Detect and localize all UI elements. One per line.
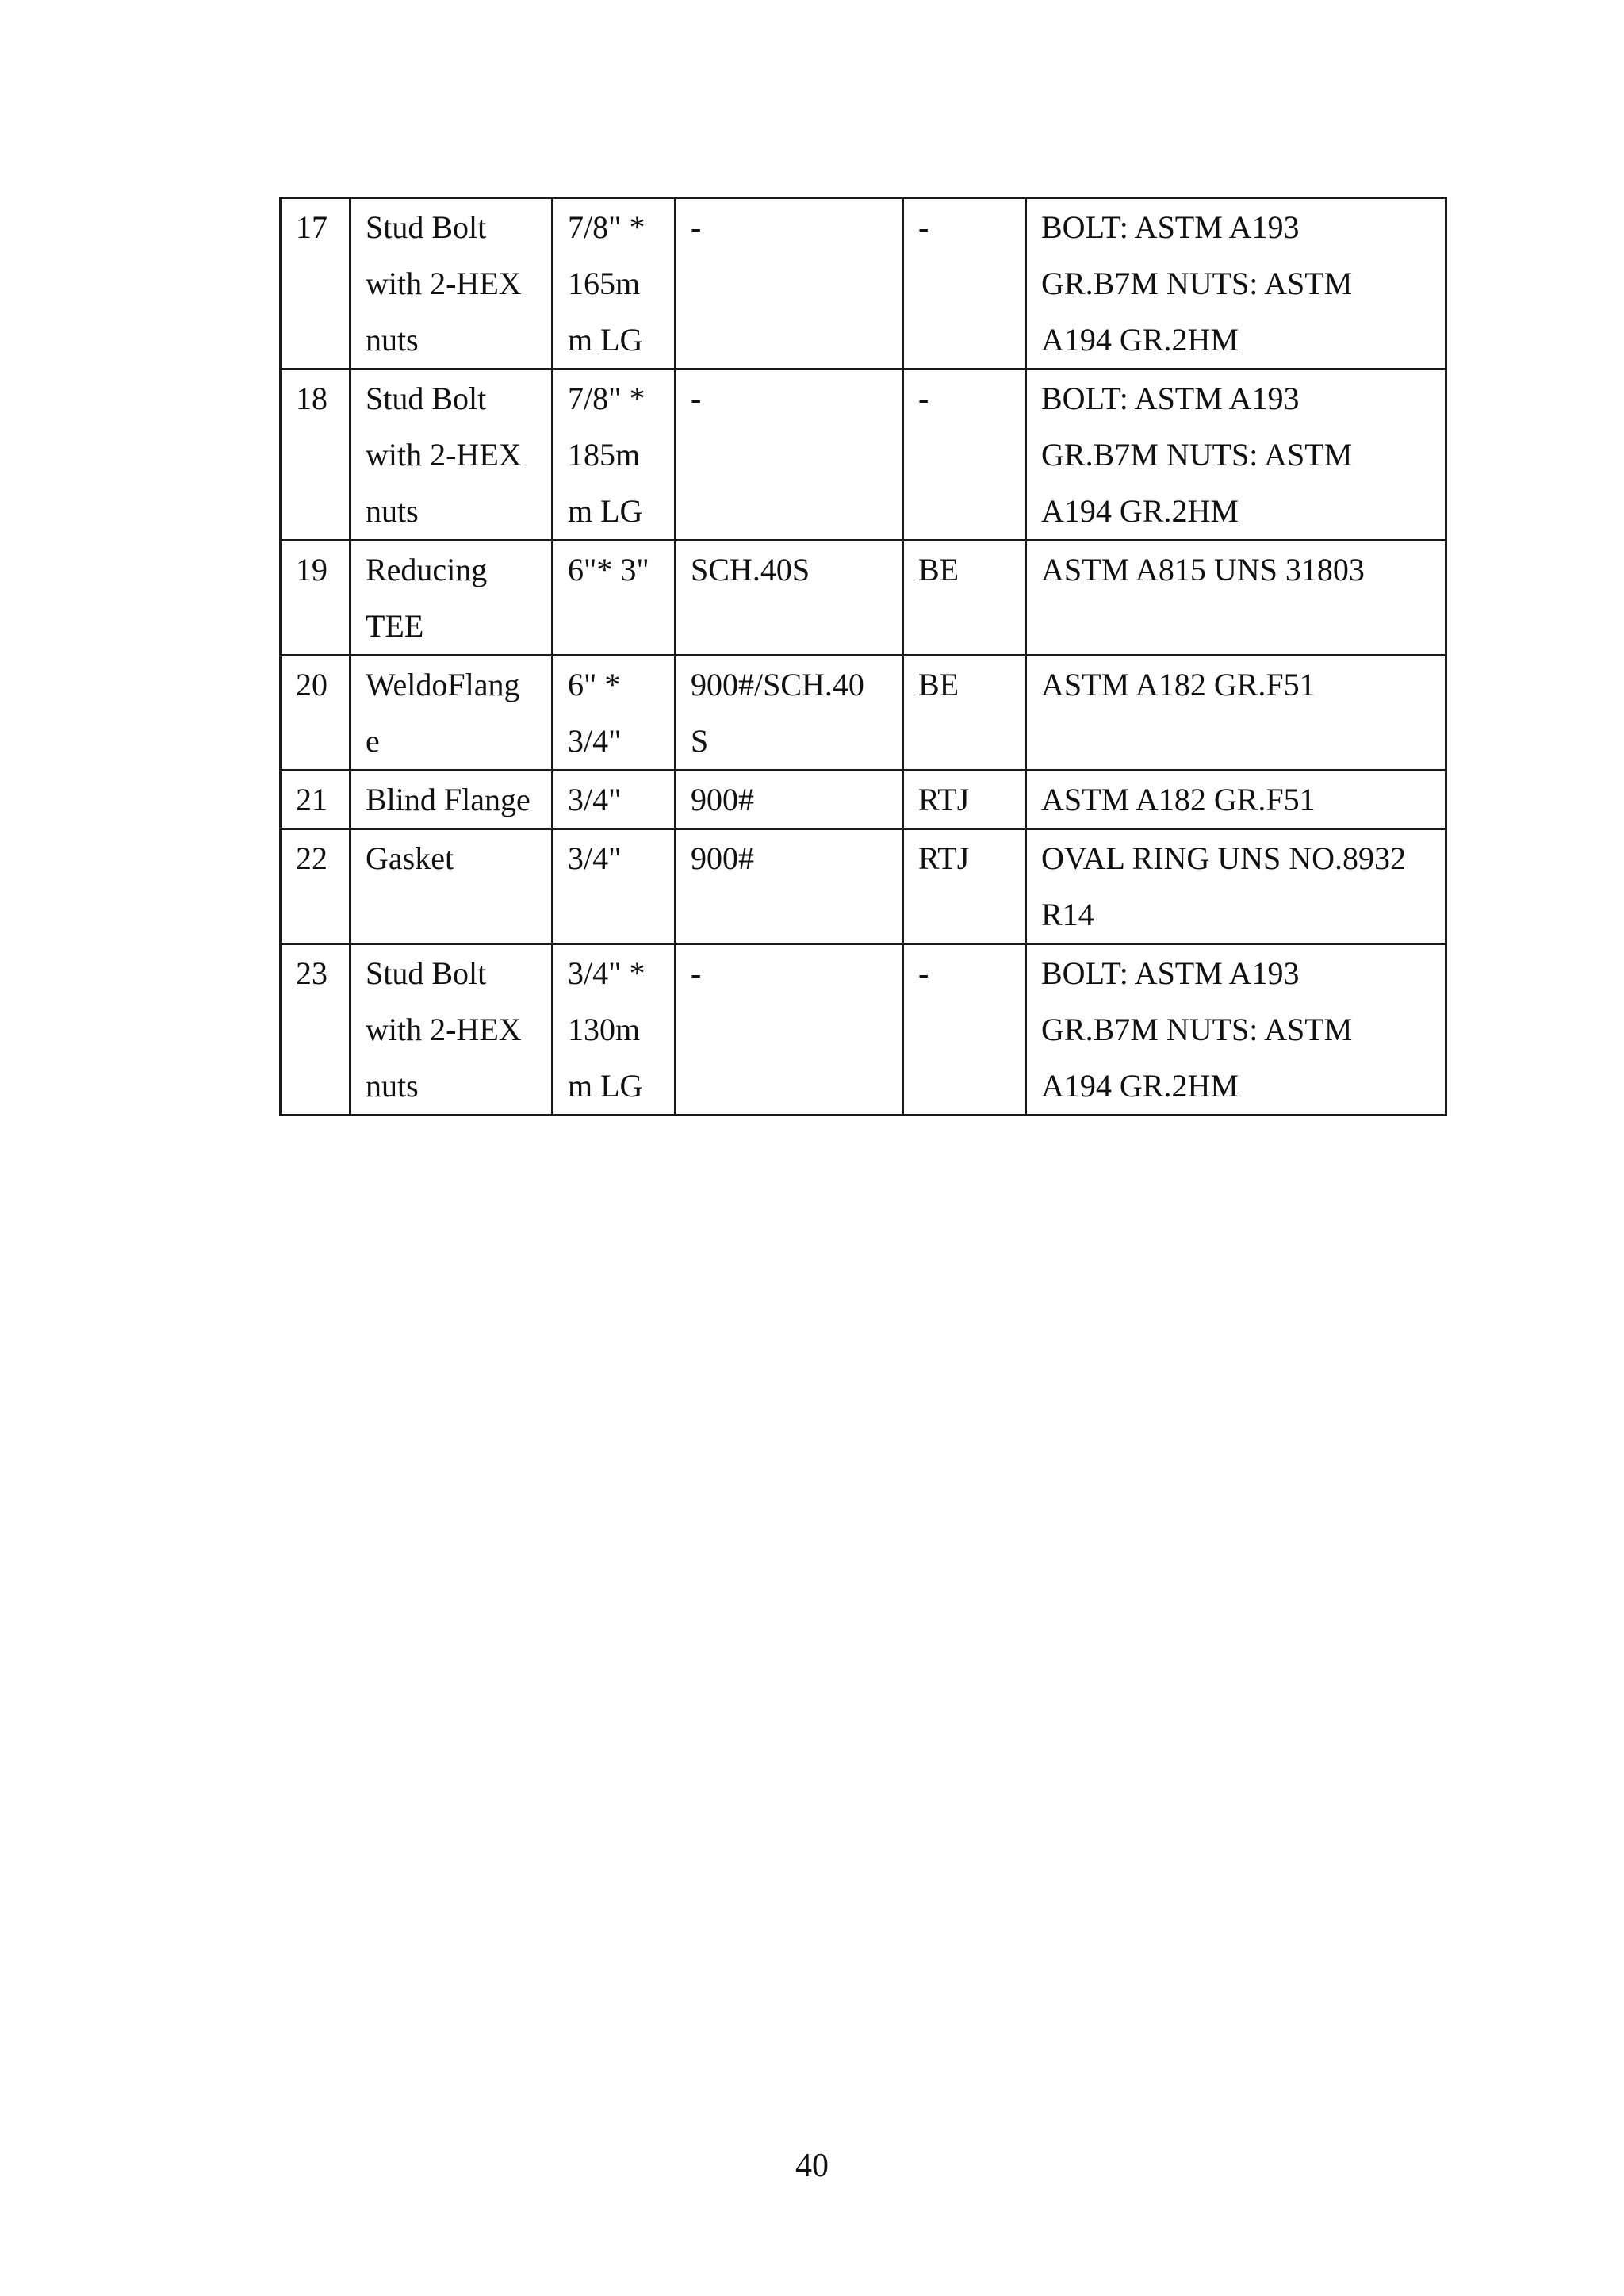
cell-item-description: Stud Bolt with 2-HEX nuts: [350, 198, 553, 369]
cell-rating: 900#: [676, 829, 903, 944]
table-row: [281, 369, 1446, 541]
cell-item-number: 20: [281, 656, 350, 771]
cell-rating: SCH.40S: [676, 541, 903, 656]
cell-rating: -: [676, 369, 903, 541]
cell-size: 7/8" * 185m m LG: [553, 369, 676, 541]
page-number: 40: [795, 2148, 829, 2184]
cell-rating: 900#: [676, 771, 903, 829]
cell-end-type: BE: [903, 656, 1026, 771]
cell-item-description: Reducing TEE: [350, 541, 553, 656]
cell-item-description: Stud Bolt with 2-HEX nuts: [350, 944, 553, 1115]
cell-item-description: Gasket: [350, 829, 553, 944]
material-table: [279, 197, 1447, 1116]
cell-rating: 900#/SCH.40 S: [676, 656, 903, 771]
table-row: [281, 829, 1446, 944]
cell-size: 3/4": [553, 829, 676, 944]
cell-size: 6" * 3/4": [553, 656, 676, 771]
cell-item-number: 23: [281, 944, 350, 1115]
table-row: [281, 198, 1446, 369]
cell-end-type: -: [903, 369, 1026, 541]
cell-end-type: BE: [903, 541, 1026, 656]
table-row: [281, 944, 1446, 1115]
cell-item-description: Blind Flange: [350, 771, 553, 829]
cell-end-type: -: [903, 198, 1026, 369]
cell-material: OVAL RING UNS NO.8932 R14: [1026, 829, 1446, 944]
cell-end-type: -: [903, 944, 1026, 1115]
cell-material: BOLT: ASTM A193 GR.B7M NUTS: ASTM A194 GR.2HM: [1026, 369, 1446, 541]
cell-material: BOLT: ASTM A193 GR.B7M NUTS: ASTM A194 GR.2HM: [1026, 944, 1446, 1115]
cell-rating: -: [676, 198, 903, 369]
cell-end-type: RTJ: [903, 771, 1026, 829]
cell-item-number: 21: [281, 771, 350, 829]
table-row: [281, 656, 1446, 771]
cell-rating: -: [676, 944, 903, 1115]
cell-item-number: 19: [281, 541, 350, 656]
cell-material: ASTM A182 GR.F51: [1026, 656, 1446, 771]
cell-material: ASTM A815 UNS 31803: [1026, 541, 1446, 656]
cell-size: 7/8" * 165m m LG: [553, 198, 676, 369]
cell-material: BOLT: ASTM A193 GR.B7M NUTS: ASTM A194 GR.2HM: [1026, 198, 1446, 369]
cell-item-number: 17: [281, 198, 350, 369]
material-table-body: [281, 198, 1446, 1115]
cell-size: 3/4" * 130m m LG: [553, 944, 676, 1115]
cell-item-number: 22: [281, 829, 350, 944]
cell-item-number: 18: [281, 369, 350, 541]
cell-end-type: RTJ: [903, 829, 1026, 944]
cell-item-description: WeldoFlang e: [350, 656, 553, 771]
table-row: [281, 541, 1446, 656]
cell-size: 6"* 3": [553, 541, 676, 656]
cell-item-description: Stud Bolt with 2-HEX nuts: [350, 369, 553, 541]
table-row: [281, 771, 1446, 829]
cell-material: ASTM A182 GR.F51: [1026, 771, 1446, 829]
cell-size: 3/4": [553, 771, 676, 829]
